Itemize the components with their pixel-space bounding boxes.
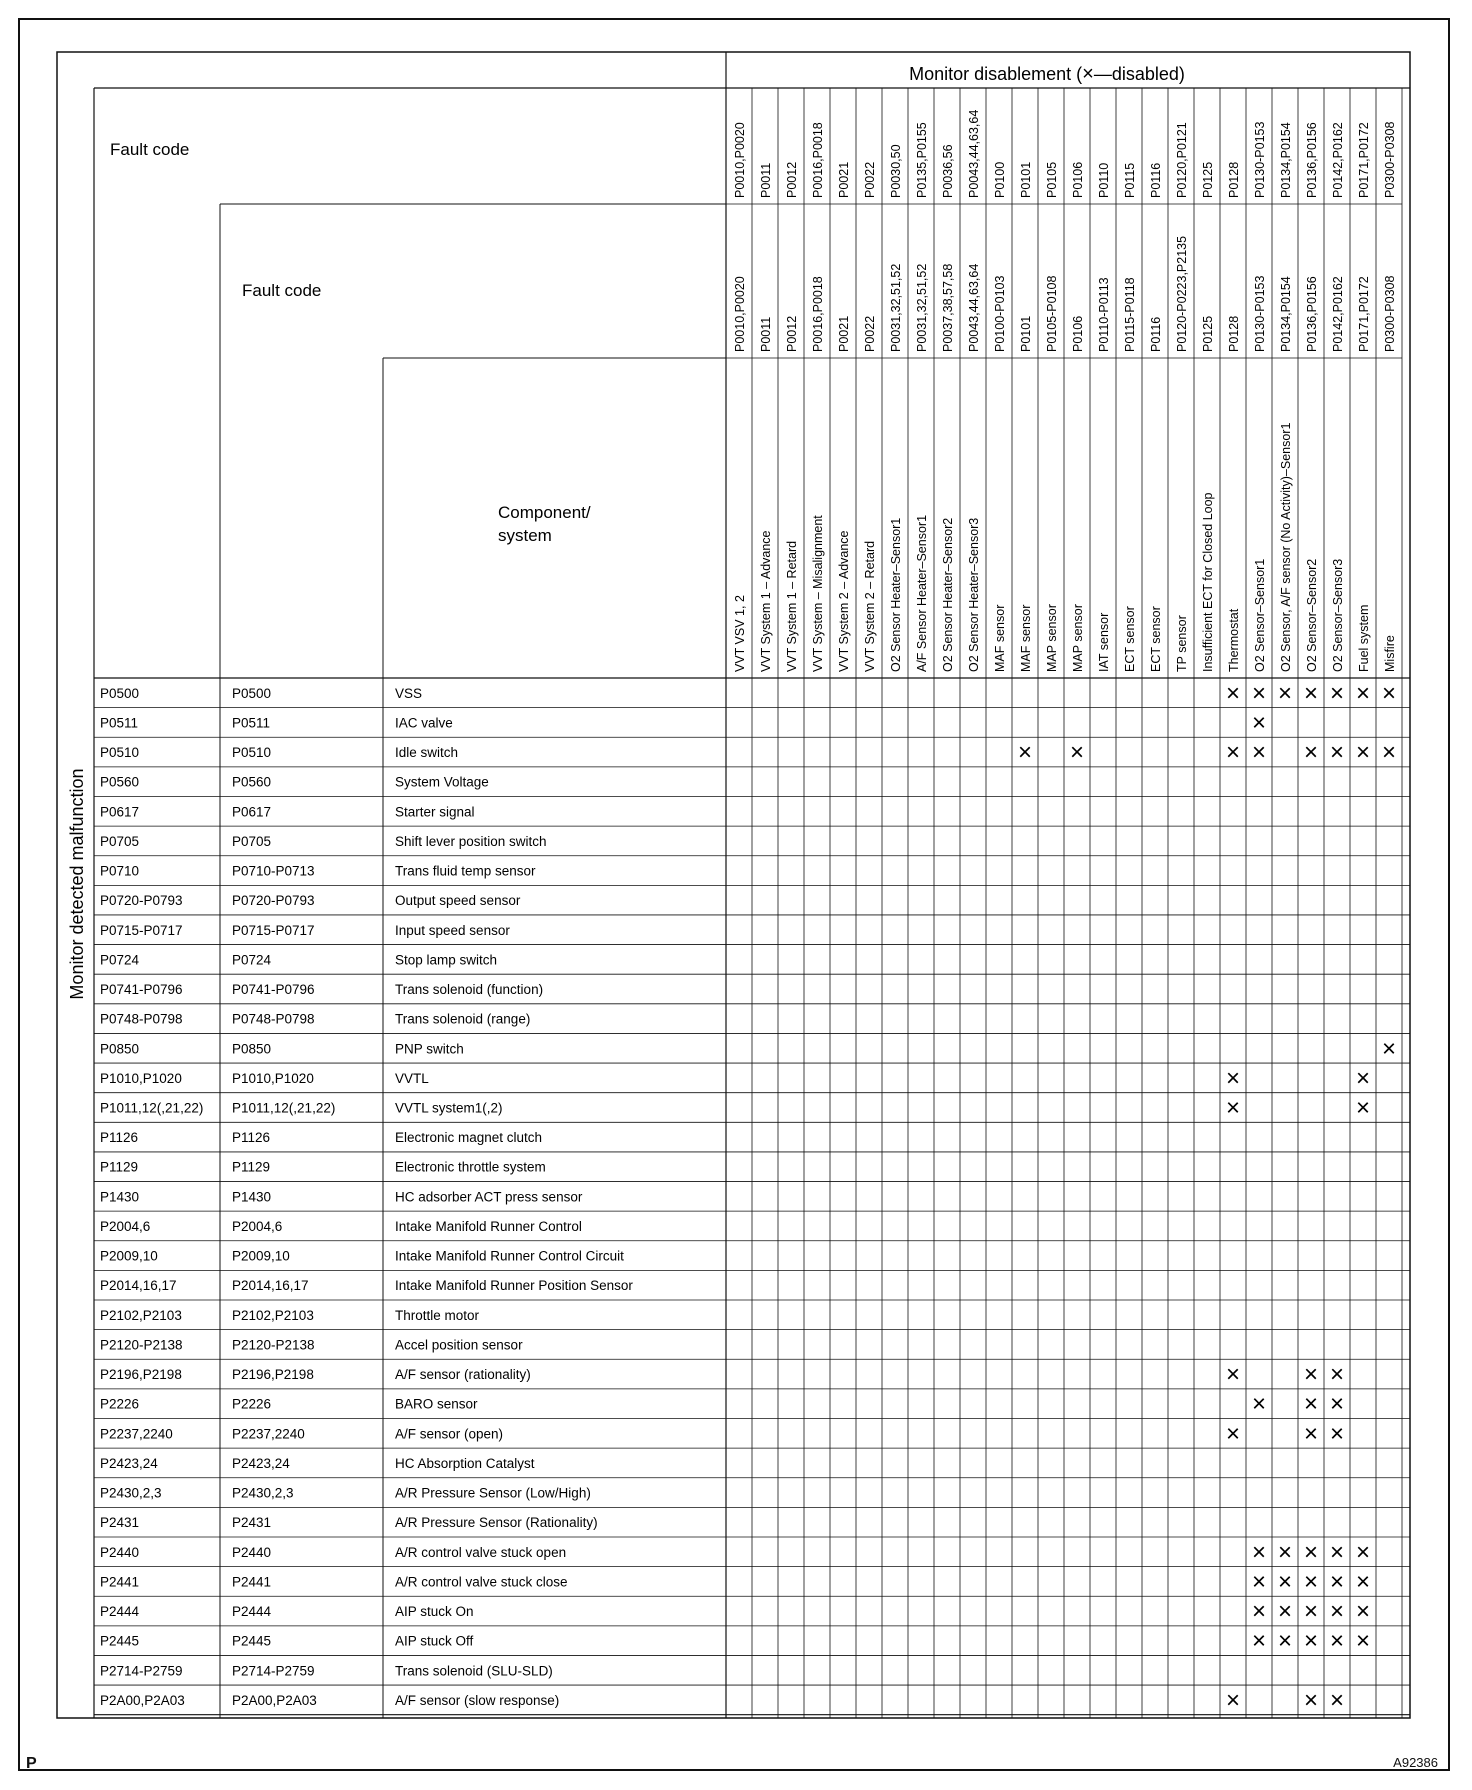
- row-component-name: BARO sensor: [395, 1396, 478, 1412]
- row-fault-code-primary: P1010,P1020: [100, 1070, 182, 1086]
- column-code-primary: P0043,44,63,64: [967, 109, 981, 198]
- column-code-primary: P0110: [1097, 162, 1111, 198]
- disabled-mark: ×: [1355, 1568, 1371, 1596]
- disabled-mark: ×: [1225, 739, 1241, 767]
- row-fault-code-primary: P2014,16,17: [100, 1278, 177, 1294]
- column-code-primary: P0016,P0018: [811, 122, 825, 198]
- row-fault-code-secondary: P0617: [232, 804, 272, 820]
- disabled-mark: ×: [1303, 1538, 1319, 1566]
- row-component-name: Shift lever position switch: [395, 833, 547, 849]
- row-fault-code-secondary: P2440: [232, 1544, 272, 1560]
- column-code-secondary: P0134,P0154: [1279, 276, 1293, 352]
- column-code-primary: P0100: [993, 161, 1007, 198]
- column-code-primary: P0125: [1201, 161, 1215, 198]
- disabled-mark: ×: [1329, 1598, 1345, 1626]
- row-component-name: A/R Pressure Sensor (Low/High): [395, 1485, 591, 1501]
- row-fault-code-secondary: P1126: [232, 1130, 271, 1146]
- row-component-name: VVTL system1(,2): [395, 1100, 503, 1116]
- disabled-mark: ×: [1329, 739, 1345, 767]
- row-fault-code-secondary: P1129: [232, 1159, 271, 1175]
- disabled-mark: ×: [1277, 1598, 1293, 1626]
- column-code-primary: P0142,P0162: [1331, 122, 1345, 198]
- disabled-mark: ×: [1225, 1064, 1241, 1092]
- column-code-secondary: P0300-P0308: [1383, 275, 1397, 352]
- component-header-line1: Component/: [498, 503, 591, 522]
- row-fault-code-primary: P2120-P2138: [100, 1337, 183, 1353]
- column-code-primary: P0036,56: [941, 144, 955, 198]
- component-header-line2: system: [498, 526, 552, 545]
- row-fault-code-secondary: P0850: [232, 1041, 272, 1057]
- column-code-secondary: P0128: [1227, 315, 1241, 352]
- row-component-name: A/R control valve stuck open: [395, 1544, 567, 1560]
- disabled-mark: ×: [1329, 1627, 1345, 1655]
- row-fault-code-primary: P1126: [100, 1130, 139, 1146]
- disabled-mark: ×: [1225, 1361, 1241, 1389]
- row-fault-code-primary: P0715-P0717: [100, 922, 183, 938]
- row-fault-code-primary: P0741-P0796: [100, 982, 183, 998]
- column-component-name: Thermostat: [1227, 608, 1241, 672]
- row-fault-code-secondary: P2430,2,3: [232, 1485, 294, 1501]
- row-fault-code-primary: P0510: [100, 745, 140, 761]
- row-component-name: Trans solenoid (function): [395, 982, 544, 998]
- row-fault-code-primary: P2102,P2103: [100, 1307, 182, 1323]
- disabled-mark: ×: [1355, 1598, 1371, 1626]
- column-code-secondary: P0101: [1019, 315, 1033, 352]
- column-code-secondary: P0110-P0113: [1097, 277, 1111, 352]
- column-code-secondary: P0043,44,63,64: [967, 263, 981, 352]
- column-code-primary: P0106: [1071, 161, 1085, 198]
- disabled-mark: ×: [1251, 1598, 1267, 1626]
- column-code-secondary: P0010,P0020: [733, 276, 747, 352]
- disabled-mark: ×: [1303, 1598, 1319, 1626]
- row-fault-code-primary: P0710: [100, 863, 140, 879]
- row-fault-code-secondary: P2237,2240: [232, 1426, 305, 1442]
- column-component-name: O2 Sensor–Sensor1: [1253, 558, 1267, 672]
- column-code-primary: P0022: [863, 161, 877, 198]
- column-code-secondary: P0106: [1071, 315, 1085, 352]
- row-fault-code-secondary: P2431: [232, 1515, 272, 1531]
- column-code-secondary: P0022: [863, 315, 877, 352]
- disabled-mark: ×: [1303, 1390, 1319, 1418]
- disabled-mark: ×: [1251, 1627, 1267, 1655]
- column-code-secondary: P0011: [759, 316, 773, 352]
- row-fault-code-secondary: P2423,24: [232, 1455, 290, 1471]
- disabled-mark: ×: [1277, 1538, 1293, 1566]
- row-component-name: AIP stuck On: [395, 1604, 474, 1620]
- column-component-name: O2 Sensor Heater–Sensor2: [941, 517, 955, 672]
- row-component-name: Input speed sensor: [395, 922, 510, 938]
- column-code-secondary: P0130-P0153: [1253, 275, 1267, 352]
- column-code-primary: P0105: [1045, 161, 1059, 198]
- figure-id: A92386: [1393, 1755, 1438, 1770]
- row-fault-code-primary: P0511: [100, 715, 139, 731]
- table-labels: [67, 63, 1185, 1000]
- row-fault-code-primary: P2441: [100, 1574, 140, 1590]
- disabled-mark: ×: [1381, 679, 1397, 707]
- disabled-mark: ×: [1355, 1627, 1371, 1655]
- disabled-mark: ×: [1251, 1390, 1267, 1418]
- column-code-secondary: P0125: [1201, 315, 1215, 352]
- row-fault-code-primary: P1430: [100, 1189, 140, 1205]
- column-component-name: TP sensor: [1175, 615, 1189, 672]
- row-fault-code-secondary: P0710-P0713: [232, 863, 315, 879]
- row-component-name: Intake Manifold Runner Control Circuit: [395, 1248, 624, 1264]
- column-component-name: Fuel system: [1357, 604, 1371, 672]
- row-component-name: HC adsorber ACT press sensor: [395, 1189, 583, 1205]
- disabled-mark: ×: [1225, 1686, 1241, 1714]
- disabled-mark: ×: [1303, 1420, 1319, 1448]
- row-fault-code-secondary: P2196,P2198: [232, 1367, 314, 1383]
- row-component-name: VSS: [395, 685, 423, 701]
- table-rows: [100, 686, 633, 1708]
- disabled-mark: ×: [1277, 1568, 1293, 1596]
- disabled-mark: ×: [1329, 679, 1345, 707]
- table-title: Monitor disablement (×—disabled): [909, 63, 1185, 85]
- row-component-name: Intake Manifold Runner Position Sensor: [395, 1278, 633, 1294]
- column-component-name: ECT sensor: [1149, 606, 1163, 672]
- row-component-name: Output speed sensor: [395, 893, 521, 909]
- row-fault-code-secondary: P2004,6: [232, 1218, 283, 1234]
- row-fault-code-primary: P0500: [100, 685, 140, 701]
- disabled-mark: ×: [1355, 739, 1371, 767]
- row-fault-code-secondary: P2714-P2759: [232, 1663, 315, 1679]
- row-component-name: A/F sensor (slow response): [395, 1692, 560, 1708]
- column-component-name: ECT sensor: [1123, 606, 1137, 672]
- disabled-mark: ×: [1355, 679, 1371, 707]
- row-fault-code-primary: P0705: [100, 833, 140, 849]
- disable-marks: [1018, 680, 1396, 1714]
- row-fault-code-secondary: P0748-P0798: [232, 1011, 315, 1027]
- disabled-mark: ×: [1329, 1361, 1345, 1389]
- disabled-mark: ×: [1303, 1627, 1319, 1655]
- row-fault-code-primary: P2237,2240: [100, 1426, 173, 1442]
- column-code-primary: P0128: [1227, 161, 1241, 198]
- fault-code-header-1: Fault code: [110, 140, 190, 159]
- row-fault-code-secondary: P0715-P0717: [232, 922, 315, 938]
- column-code-primary: P0030,50: [889, 144, 903, 198]
- column-code-primary: P0010,P0020: [733, 122, 747, 198]
- row-component-name: PNP switch: [395, 1041, 464, 1057]
- row-fault-code-primary: P0724: [100, 952, 140, 968]
- column-code-secondary: P0100-P0103: [993, 275, 1007, 352]
- disabled-mark: ×: [1329, 1420, 1345, 1448]
- column-code-primary: P0021: [837, 161, 851, 198]
- row-component-name: Idle switch: [395, 745, 459, 761]
- row-component-name: Trans solenoid (range): [395, 1011, 531, 1027]
- row-fault-code-primary: P0748-P0798: [100, 1011, 183, 1027]
- row-fault-code-secondary: P2120-P2138: [232, 1337, 315, 1353]
- column-component-name: VVT System – Misalignment: [811, 515, 825, 672]
- column-component-name: MAF sensor: [1019, 604, 1033, 672]
- disabled-mark: ×: [1355, 1094, 1371, 1122]
- column-component-name: MAP sensor: [1071, 604, 1085, 672]
- row-fault-code-primary: P0560: [100, 774, 140, 790]
- row-component-name: A/F sensor (rationality): [395, 1367, 531, 1383]
- row-fault-code-secondary: P2445: [232, 1633, 272, 1649]
- column-component-name: O2 Sensor, A/F sensor (No Activity)–Sensor1: [1279, 422, 1293, 672]
- column-component-name: O2 Sensor Heater–Sensor1: [889, 517, 903, 672]
- row-fault-code-secondary: P2444: [232, 1604, 272, 1620]
- row-fault-code-primary: P2714-P2759: [100, 1663, 183, 1679]
- row-fault-code-secondary: P2441: [232, 1574, 272, 1590]
- column-code-primary: P0011: [759, 162, 773, 198]
- row-component-name: A/R control valve stuck close: [395, 1574, 568, 1590]
- row-fault-code-secondary: P0724: [232, 952, 272, 968]
- column-code-primary: P0300-P0308: [1383, 121, 1397, 198]
- row-component-name: System Voltage: [395, 774, 489, 790]
- row-component-name: HC Absorption Catalyst: [395, 1455, 535, 1471]
- row-component-name: Starter signal: [395, 804, 475, 820]
- side-label: Monitor detected malfunction: [67, 768, 87, 1000]
- disabled-mark: ×: [1251, 1568, 1267, 1596]
- column-code-primary: P0134,P0154: [1279, 122, 1293, 198]
- row-fault-code-secondary: P0510: [232, 745, 272, 761]
- disabled-mark: ×: [1303, 1568, 1319, 1596]
- column-code-secondary: P0171,P0172: [1357, 276, 1371, 352]
- row-fault-code-secondary: P2102,P2103: [232, 1307, 314, 1323]
- column-component-name: A/F Sensor Heater–Sensor1: [915, 514, 929, 672]
- row-fault-code-secondary: P0705: [232, 833, 272, 849]
- row-fault-code-primary: P2004,6: [100, 1218, 151, 1234]
- column-code-secondary: P0021: [837, 315, 851, 352]
- column-code-primary: P0101: [1019, 161, 1033, 198]
- column-code-primary: P0116: [1149, 162, 1163, 198]
- row-component-name: Electronic magnet clutch: [395, 1130, 543, 1146]
- disabled-mark: ×: [1329, 1686, 1345, 1714]
- disabled-mark: ×: [1381, 739, 1397, 767]
- row-fault-code-secondary: P2A00,P2A03: [232, 1692, 317, 1708]
- row-component-name: Accel position sensor: [395, 1337, 523, 1353]
- row-fault-code-primary: P2430,2,3: [100, 1485, 162, 1501]
- row-component-name: Throttle motor: [395, 1307, 480, 1323]
- row-fault-code-secondary: P0720-P0793: [232, 893, 315, 909]
- column-code-secondary: P0031,32,51,52: [889, 263, 903, 352]
- column-component-name: MAP sensor: [1045, 604, 1059, 672]
- row-fault-code-primary: P0720-P0793: [100, 893, 183, 909]
- disabled-mark: ×: [1303, 679, 1319, 707]
- disabled-mark: ×: [1251, 1538, 1267, 1566]
- row-fault-code-secondary: P2014,16,17: [232, 1278, 309, 1294]
- disabled-mark: ×: [1329, 1568, 1345, 1596]
- column-code-secondary: P0012: [785, 315, 799, 352]
- row-fault-code-primary: P2440: [100, 1544, 140, 1560]
- row-component-name: IAC valve: [395, 715, 453, 731]
- row-component-name: Intake Manifold Runner Control: [395, 1218, 582, 1234]
- row-component-name: VVTL: [395, 1070, 429, 1086]
- row-fault-code-primary: P2196,P2198: [100, 1367, 182, 1383]
- column-headers: [733, 110, 1397, 672]
- row-component-name: Trans solenoid (SLU-SLD): [395, 1663, 553, 1679]
- row-fault-code-primary: P2423,24: [100, 1455, 158, 1471]
- row-fault-code-secondary: P0500: [232, 685, 272, 701]
- row-fault-code-primary: P2009,10: [100, 1248, 158, 1264]
- column-component-name: O2 Sensor–Sensor3: [1331, 558, 1345, 672]
- row-fault-code-primary: P1011,12(,21,22): [100, 1100, 204, 1116]
- column-code-primary: P0135,P0155: [915, 122, 929, 198]
- row-component-name: Stop lamp switch: [395, 952, 498, 968]
- disabled-mark: ×: [1225, 679, 1241, 707]
- disabled-mark: ×: [1303, 1361, 1319, 1389]
- column-code-secondary: P0031,32,51,52: [915, 263, 929, 352]
- column-component-name: O2 Sensor Heater–Sensor3: [967, 517, 981, 672]
- column-component-name: VVT VSV 1, 2: [733, 595, 747, 672]
- column-component-name: VVT System 2 – Retard: [863, 540, 877, 672]
- row-fault-code-primary: P2226: [100, 1396, 140, 1412]
- column-code-primary: P0171,P0172: [1357, 122, 1371, 198]
- column-code-primary: P0012: [785, 161, 799, 198]
- column-code-primary: P0115: [1123, 162, 1137, 198]
- column-component-name: IAT sensor: [1097, 612, 1111, 672]
- disabled-mark: ×: [1225, 1420, 1241, 1448]
- row-component-name: A/F sensor (open): [395, 1426, 504, 1442]
- disabled-mark: ×: [1355, 1538, 1371, 1566]
- column-code-secondary: P0136,P0156: [1305, 276, 1319, 352]
- disabled-mark: ×: [1017, 739, 1033, 767]
- disabled-mark: ×: [1381, 1035, 1397, 1063]
- row-fault-code-primary: P0617: [100, 804, 140, 820]
- row-component-name: Electronic throttle system: [395, 1159, 546, 1175]
- column-code-secondary: P0016,P0018: [811, 276, 825, 352]
- row-fault-code-secondary: P1010,P1020: [232, 1070, 314, 1086]
- fault-code-header-2: Fault code: [242, 281, 322, 300]
- row-component-name: A/R Pressure Sensor (Rationality): [395, 1515, 598, 1531]
- row-fault-code-secondary: P1011,12(,21,22): [232, 1100, 336, 1116]
- column-component-name: MAF sensor: [993, 604, 1007, 672]
- disabled-mark: ×: [1329, 1538, 1345, 1566]
- row-fault-code-secondary: P2226: [232, 1396, 272, 1412]
- row-fault-code-primary: P0850: [100, 1041, 140, 1057]
- column-component-name: O2 Sensor–Sensor2: [1305, 558, 1319, 672]
- row-fault-code-primary: P1129: [100, 1159, 139, 1175]
- row-fault-code-secondary: P2009,10: [232, 1248, 290, 1264]
- column-component-name: VVT System 1 – Advance: [759, 530, 773, 672]
- column-code-primary: P0130-P0153: [1253, 121, 1267, 198]
- disabled-mark: ×: [1277, 679, 1293, 707]
- column-component-name: Misfire: [1383, 635, 1397, 672]
- column-code-secondary: P0105-P0108: [1045, 275, 1059, 352]
- column-code-primary: P0120,P0121: [1175, 122, 1189, 198]
- column-code-secondary: P0120-P0223,P2135: [1175, 235, 1189, 352]
- row-fault-code-secondary: P0511: [232, 715, 271, 731]
- row-component-name: Trans fluid temp sensor: [395, 863, 536, 879]
- column-code-secondary: P0115-P0118: [1123, 277, 1137, 352]
- row-fault-code-primary: P2445: [100, 1633, 140, 1649]
- column-component-name: Insufficient ECT for Closed Loop: [1201, 492, 1215, 672]
- disabled-mark: ×: [1303, 1686, 1319, 1714]
- disabled-mark: ×: [1277, 1627, 1293, 1655]
- disabled-mark: ×: [1251, 679, 1267, 707]
- page-letter: P: [26, 1755, 37, 1772]
- disabled-mark: ×: [1355, 1064, 1371, 1092]
- row-fault-code-secondary: P0741-P0796: [232, 982, 315, 998]
- column-code-secondary: P0116: [1149, 316, 1163, 352]
- row-fault-code-primary: P2444: [100, 1604, 140, 1620]
- column-code-secondary: P0037,38,57,58: [941, 263, 955, 352]
- row-fault-code-primary: P2A00,P2A03: [100, 1692, 185, 1708]
- column-code-primary: P0136,P0156: [1305, 122, 1319, 198]
- column-code-secondary: P0142,P0162: [1331, 276, 1345, 352]
- disabled-mark: ×: [1225, 1094, 1241, 1122]
- disabled-mark: ×: [1303, 739, 1319, 767]
- column-component-name: VVT System 1 – Retard: [785, 540, 799, 672]
- disabled-mark: ×: [1329, 1390, 1345, 1418]
- row-fault-code-secondary: P0560: [232, 774, 272, 790]
- disabled-mark: ×: [1251, 709, 1267, 737]
- disabled-mark: ×: [1069, 739, 1085, 767]
- column-component-name: VVT System 2 – Advance: [837, 530, 851, 672]
- row-fault-code-primary: P2431: [100, 1515, 140, 1531]
- disabled-mark: ×: [1251, 739, 1267, 767]
- row-component-name: AIP stuck Off: [395, 1633, 474, 1649]
- row-fault-code-secondary: P1430: [232, 1189, 272, 1205]
